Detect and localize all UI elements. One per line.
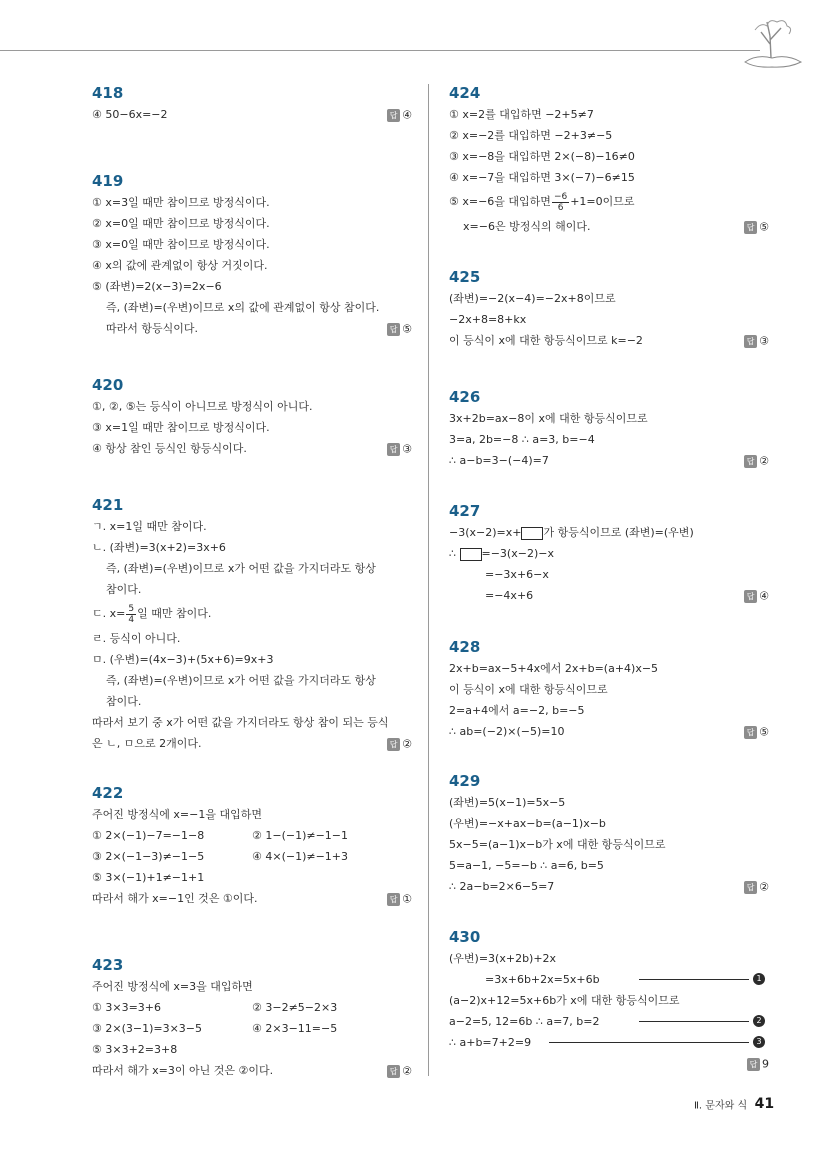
answer-value: ② [402,1064,412,1078]
solution-text: ∴ a+b=7+2=9 [449,1036,532,1049]
solution-line: 즉, (좌변)=(우변)이므로 x의 값에 관계없이 항상 참이다. [106,301,380,314]
problem-number: 421 [92,496,124,514]
solution-line [449,1032,769,1053]
fraction-numerator: 5 [128,603,135,614]
answer-badge [387,888,412,910]
solution-text: =3x+6b+2x=5x+6b [485,973,600,986]
solution-text: 따라서 해가 x=3이 아닌 것은 ②이다. [92,1064,274,1077]
solution-line: 3=a, 2b=−8 ∴ a=3, b=−4 [449,433,595,446]
solution-line [449,721,769,742]
answer-value: ② [759,454,769,468]
solution-text: ∴ ab=(−2)×(−5)=10 [449,725,565,738]
column-divider [428,84,429,1076]
step-marker-2: 2 [753,1015,765,1027]
answer-badge [387,438,412,460]
solution-line [449,1053,769,1074]
solution-text: ∴ a−b=3−(−4)=7 [449,454,549,467]
problem-number: 422 [92,784,124,802]
solution-line: ㄴ. (좌변)=3(x+2)=3x+6 [92,541,226,554]
solution-line: 2x+b=ax−5+4x에서 2x+b=(a+4)x−5 [449,662,659,675]
problem-428 [449,636,769,770]
answer-badge [744,585,769,607]
solution-text: ④ 50−6x=−2 [92,108,168,121]
solution-line: 주어진 방정식에 x=3을 대입하면 [92,980,253,993]
answer-badge [744,876,769,898]
solution-text: ② 1−(−1)≠−1−1 [252,829,349,842]
solution-line: 5=a−1, −5=−b ∴ a=6, b=5 [449,859,604,872]
solution-line: ④ x의 값에 관계없이 항상 거짓이다. [92,259,268,272]
solution-text: ④ 4×(−1)≠−1+3 [252,850,349,863]
answer-value: ③ [759,334,769,348]
solution-line: −2x+8=8+kx [449,313,527,326]
problem-number: 428 [449,638,481,656]
solution-line: ①, ②, ⑤는 등식이 아니므로 방정식이 아니다. [92,400,313,413]
solution-text: 일 때만 참이다. [137,607,212,620]
answer-badge [744,216,769,238]
answer-value: ② [759,880,769,894]
top-rule [0,50,760,51]
solution-text: ④ 항상 참인 등식인 항등식이다. [92,442,247,455]
solution-line [92,318,412,339]
answer-value: ⑤ [759,725,769,739]
solution-text: ④ 2×3−11=−5 [252,1022,338,1035]
problem-424 [449,82,769,266]
answer-mark-icon: 답 [744,221,757,234]
solution-line: =−3x+6−x [485,568,549,581]
solution-text: ① 2×(−1)−7=−1−8 [92,829,205,842]
solution-line: 참이다. [106,695,142,708]
solution-line: ③ x=1일 때만 참이므로 방정식이다. [92,421,270,434]
answer-value: ⑤ [402,322,412,336]
problem-number: 418 [92,84,124,102]
solution-line: (a−2)x+12=5x+6b가 x에 대한 항등식이므로 [449,994,680,1007]
solution-text: a−2=5, 12=6b ∴ a=7, b=2 [449,1015,600,1028]
answer-mark-icon: 답 [744,590,757,603]
problem-420 [92,374,412,494]
answer-mark-icon: 답 [387,109,400,122]
answer-mark-icon: 답 [387,893,400,906]
solution-line: ④ x=−7을 대입하면 3×(−7)−6≠15 [449,171,635,184]
problem-422 [92,782,412,954]
solution-text: ∴ [449,547,456,560]
solution-line [92,1060,412,1081]
problem-418 [92,82,412,170]
problem-number: 430 [449,928,481,946]
solution-line [449,969,769,990]
solution-text: 따라서 항등식이다. [106,322,199,335]
solution-text: 이 등식이 x에 대한 항등식이므로 k=−2 [449,334,643,347]
problem-number: 429 [449,772,481,790]
solution-line [449,216,769,237]
answer-value: 9 [762,1057,769,1071]
solution-line: ③ x=−8을 대입하면 2×(−8)−16≠0 [449,150,635,163]
solution-line: ⑤ 3×(−1)+1≠−1+1 [92,871,205,884]
solution-text: +1=0이므로 [570,195,635,208]
problem-number: 423 [92,956,124,974]
fraction-denominator: 6 [557,202,564,213]
blank-box [521,527,543,540]
solution-line: ② x=0일 때만 참이므로 방정식이다. [92,217,270,230]
answer-badge [744,330,769,352]
solution-line [449,1011,769,1032]
solution-line: ㄹ. 등식이 아니다. [92,632,181,645]
solution-line: (좌변)=−2(x−4)=−2x+8이므로 [449,292,616,305]
answer-badge [387,1060,412,1082]
page-number: 41 [754,1096,775,1112]
solution-line [449,330,769,351]
solution-text: 따라서 해가 x=−1인 것은 ①이다. [92,892,258,905]
solution-text: ③ 2×(−1−3)≠−1−5 [92,850,205,863]
answer-value: ④ [759,589,769,603]
solution-text: ㄷ. x= [92,607,126,620]
answer-badge [744,450,769,472]
solution-line: 즉, (좌변)=(우변)이므로 x가 어떤 값을 가지더라도 항상 [106,562,376,575]
solution-line [449,543,769,564]
blank-box [460,548,482,561]
problem-429 [449,770,769,926]
answer-value: ③ [402,442,412,456]
fraction [552,192,569,213]
step-marker-1: 1 [753,973,765,985]
solution-text: 은 ㄴ, ㅁ으로 2개이다. [92,737,202,750]
answer-mark-icon: 답 [744,335,757,348]
solution-line [92,825,412,846]
answer-badge [387,104,412,126]
solution-line: 즉, (좌변)=(우변)이므로 x가 어떤 값을 가지더라도 항상 [106,674,376,687]
solution-line: 2=a+4에서 a=−2, b=−5 [449,704,585,717]
solution-line [449,188,769,216]
fraction [126,604,136,625]
solution-text: x=−6은 방정식의 해이다. [463,220,591,233]
chapter-title: Ⅱ. 문자와 식 [694,1100,748,1112]
fraction-numerator: −6 [553,191,568,202]
answer-badge [744,721,769,743]
problem-427 [449,500,769,636]
corner-tree-illustration [737,10,807,72]
solution-line: 따라서 보기 중 x가 어떤 값을 가지더라도 항상 참이 되는 등식 [92,716,389,729]
answer-mark-icon: 답 [387,738,400,751]
solution-line: ⑤ (좌변)=2(x−3)=2x−6 [92,280,222,293]
solution-text: ② 3−2≠5−2×3 [252,1001,338,1014]
problem-421 [92,494,412,782]
answer-value: ① [402,892,412,906]
leader-line [639,1021,749,1022]
solution-line: ㄱ. x=1일 때만 참이다. [92,520,207,533]
answer-mark-icon: 답 [387,323,400,336]
solution-line: 이 등식이 x에 대한 항등식이므로 [449,683,608,696]
solution-line: ② x=−2를 대입하면 −2+3≠−5 [449,129,613,142]
problem-number: 425 [449,268,481,286]
solution-line: 참이다. [106,583,142,596]
right-column [449,82,769,1074]
solution-line [449,450,769,471]
problem-423 [92,954,412,1081]
problem-number: 419 [92,172,124,190]
problem-426 [449,386,769,500]
solution-line [449,522,769,543]
solution-line [92,438,412,459]
solution-line: ⑤ 3×3+2=3+8 [92,1043,178,1056]
answer-mark-icon: 답 [744,726,757,739]
page-footer [694,1096,774,1112]
problem-number: 424 [449,84,481,102]
solution-text: ① 3×3=3+6 [92,1001,162,1014]
fraction-denominator: 4 [128,614,135,625]
answer-mark-icon: 답 [744,455,757,468]
solution-line [92,997,412,1018]
solution-line: (우변)=3(x+2b)+2x [449,952,557,965]
solution-line [92,1018,412,1039]
solution-line: ③ x=0일 때만 참이므로 방정식이다. [92,238,270,251]
solution-line [92,600,412,628]
solution-line [92,104,412,125]
solution-text: ⑤ x=−6을 대입하면 [449,195,551,208]
leader-line [639,979,749,980]
problem-number: 427 [449,502,481,520]
problem-425 [449,266,769,386]
answer-badge [387,318,412,340]
solution-line [92,733,412,754]
solution-text: ∴ 2a−b=2×6−5=7 [449,880,555,893]
problem-430 [449,926,769,1074]
answer-mark-icon: 답 [747,1058,760,1071]
solution-text: 가 항등식이므로 (좌변)=(우변) [543,526,694,539]
solution-line: ① x=2를 대입하면 −2+5≠7 [449,108,594,121]
solution-line: (좌변)=5(x−1)=5x−5 [449,796,566,809]
solution-line: 5x−5=(a−1)x−b가 x에 대한 항등식이므로 [449,838,666,851]
solution-line: ㅁ. (우변)=(4x−3)+(5x+6)=9x+3 [92,653,274,666]
problem-number: 426 [449,388,481,406]
solution-line: ① x=3일 때만 참이므로 방정식이다. [92,196,270,209]
answer-mark-icon: 답 [387,443,400,456]
answer-mark-icon: 답 [744,881,757,894]
problem-419 [92,170,412,374]
answer-mark-icon: 답 [387,1065,400,1078]
step-marker-3: 3 [753,1036,765,1048]
problem-number: 420 [92,376,124,394]
solution-line [92,888,412,909]
solution-line: (우변)=−x+ax−b=(a−1)x−b [449,817,606,830]
solution-line [92,846,412,867]
answer-badge [387,733,412,755]
solution-text: ③ 2×(3−1)=3×3−5 [92,1022,203,1035]
leader-line [549,1042,749,1043]
answer-value: ② [402,737,412,751]
answer-value: ⑤ [759,220,769,234]
solution-line: 3x+2b=ax−8이 x에 대한 항등식이므로 [449,412,648,425]
solution-line [449,876,769,897]
answer-value: ④ [402,108,412,122]
solution-line: 주어진 방정식에 x=−1을 대입하면 [92,808,262,821]
solution-text: =−4x+6 [485,589,534,602]
left-column [92,82,412,1081]
solution-text: −3(x−2)=x+ [449,526,522,539]
solution-text: =−3(x−2)−x [481,547,554,560]
solution-line [449,585,769,606]
answer-badge [747,1053,769,1075]
